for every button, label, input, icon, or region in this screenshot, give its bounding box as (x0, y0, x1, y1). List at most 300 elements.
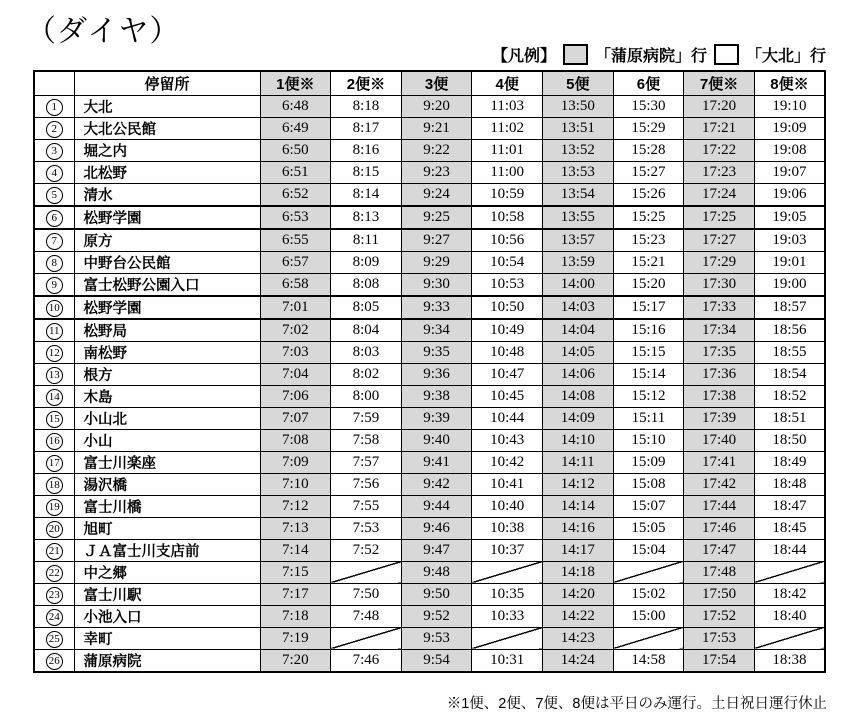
row-number (34, 539, 74, 561)
time-cell: 18:54 (754, 363, 825, 385)
time-cell: 9:40 (401, 429, 472, 451)
time-cell: 17:22 (684, 139, 755, 161)
time-cell: 14:12 (543, 473, 614, 495)
time-cell: 9:53 (401, 627, 472, 649)
time-cell: 19:09 (754, 117, 825, 139)
stop-name: 中野台公民館 (74, 251, 260, 273)
time-cell: 9:39 (401, 407, 472, 429)
row-number-circle: 7 (46, 233, 63, 250)
row-number (34, 429, 74, 451)
corner-cell (34, 71, 74, 95)
time-cell: 14:05 (543, 341, 614, 363)
time-cell: 19:08 (754, 139, 825, 161)
row-number-circle: 24 (46, 609, 63, 626)
time-cell: 17:27 (684, 229, 755, 252)
row-number (34, 385, 74, 407)
time-cell: 18:45 (754, 517, 825, 539)
table-row (34, 229, 825, 252)
time-cell: 14:17 (543, 539, 614, 561)
time-cell: 17:29 (684, 251, 755, 273)
col-header-bus-4: 4便 (472, 71, 543, 95)
time-cell: 14:20 (543, 583, 614, 605)
time-cell: 7:52 (331, 539, 402, 561)
time-cell: 17:24 (684, 183, 755, 206)
stop-name: 蒲原病院 (74, 649, 260, 672)
table-row (34, 183, 825, 206)
no-service-cell (472, 561, 543, 583)
stop-name: 南松野 (74, 341, 260, 363)
time-cell: 9:29 (401, 251, 472, 273)
time-cell: 18:49 (754, 451, 825, 473)
time-cell: 13:50 (543, 95, 614, 117)
time-cell: 15:25 (613, 206, 684, 229)
row-number-circle: 12 (46, 345, 63, 362)
time-cell: 11:02 (472, 117, 543, 139)
time-cell: 10:42 (472, 451, 543, 473)
legend-swatch-okita (714, 44, 739, 65)
row-number-circle: 10 (46, 300, 63, 317)
time-cell: 7:04 (260, 363, 331, 385)
time-cell: 13:51 (543, 117, 614, 139)
time-cell: 7:17 (260, 583, 331, 605)
time-cell: 17:25 (684, 206, 755, 229)
stop-name: 小池入口 (74, 605, 260, 627)
col-header-bus-7: 7便※ (684, 71, 755, 95)
table-row (34, 251, 825, 273)
row-number (34, 495, 74, 517)
time-cell: 13:55 (543, 206, 614, 229)
time-cell: 14:10 (543, 429, 614, 451)
table-row (34, 363, 825, 385)
time-cell: 8:18 (331, 95, 402, 117)
time-cell: 7:10 (260, 473, 331, 495)
time-cell: 10:33 (472, 605, 543, 627)
time-cell: 10:58 (472, 206, 543, 229)
row-number-circle: 4 (46, 165, 63, 182)
time-cell: 9:22 (401, 139, 472, 161)
time-cell: 8:03 (331, 341, 402, 363)
time-cell: 9:33 (401, 296, 472, 319)
time-cell: 7:53 (331, 517, 402, 539)
time-cell: 14:11 (543, 451, 614, 473)
row-number (34, 206, 74, 229)
row-number-circle: 2 (46, 121, 63, 138)
time-cell: 14:16 (543, 517, 614, 539)
time-cell: 15:30 (613, 95, 684, 117)
row-number-circle: 20 (46, 521, 63, 538)
time-cell: 7:06 (260, 385, 331, 407)
row-number-circle: 19 (46, 499, 63, 516)
row-number-circle: 3 (46, 143, 63, 160)
time-cell: 6:50 (260, 139, 331, 161)
row-number (34, 583, 74, 605)
time-cell: 15:12 (613, 385, 684, 407)
time-cell: 17:39 (684, 407, 755, 429)
time-cell: 17:54 (684, 649, 755, 672)
table-row (34, 319, 825, 342)
table-row (34, 385, 825, 407)
row-number (34, 517, 74, 539)
time-cell: 18:38 (754, 649, 825, 672)
time-cell: 10:54 (472, 251, 543, 273)
stop-name: 北松野 (74, 161, 260, 183)
time-cell: 14:58 (613, 649, 684, 672)
time-cell: 7:18 (260, 605, 331, 627)
time-cell: 9:36 (401, 363, 472, 385)
time-cell: 14:22 (543, 605, 614, 627)
time-cell: 15:02 (613, 583, 684, 605)
row-number-circle: 15 (46, 411, 63, 428)
time-cell: 15:04 (613, 539, 684, 561)
row-number-circle: 18 (46, 477, 63, 494)
col-header-bus-5: 5便 (543, 71, 614, 95)
time-cell: 7:01 (260, 296, 331, 319)
stop-name: 湯沢橋 (74, 473, 260, 495)
row-number-circle: 14 (46, 389, 63, 406)
time-cell: 9:21 (401, 117, 472, 139)
table-row (34, 473, 825, 495)
no-service-cell (472, 627, 543, 649)
header-row (34, 71, 825, 95)
time-cell: 9:30 (401, 273, 472, 296)
time-cell: 8:05 (331, 296, 402, 319)
time-cell: 7:55 (331, 495, 402, 517)
time-cell: 9:46 (401, 517, 472, 539)
time-cell: 10:31 (472, 649, 543, 672)
time-cell: 9:41 (401, 451, 472, 473)
row-number (34, 183, 74, 206)
time-cell: 17:52 (684, 605, 755, 627)
stop-name: 松野学園 (74, 206, 260, 229)
stop-name: ＪＡ富士川支店前 (74, 539, 260, 561)
time-cell: 15:28 (613, 139, 684, 161)
no-service-cell (754, 561, 825, 583)
table-row (34, 627, 825, 649)
time-cell: 17:40 (684, 429, 755, 451)
time-cell: 15:14 (613, 363, 684, 385)
time-cell: 19:06 (754, 183, 825, 206)
time-cell: 15:10 (613, 429, 684, 451)
time-cell: 14:24 (543, 649, 614, 672)
time-cell: 10:49 (472, 319, 543, 342)
time-cell: 13:57 (543, 229, 614, 252)
row-number (34, 139, 74, 161)
col-header-bus-6: 6便 (613, 71, 684, 95)
row-number (34, 341, 74, 363)
time-cell: 7:09 (260, 451, 331, 473)
row-number-circle: 13 (46, 367, 63, 384)
table-row (34, 649, 825, 672)
time-cell: 9:47 (401, 539, 472, 561)
col-header-bus-1: 1便※ (260, 71, 331, 95)
time-cell: 7:48 (331, 605, 402, 627)
time-cell: 10:37 (472, 539, 543, 561)
row-number (34, 561, 74, 583)
table-row (34, 407, 825, 429)
time-cell: 15:16 (613, 319, 684, 342)
time-cell: 18:50 (754, 429, 825, 451)
col-header-bus-8: 8便※ (754, 71, 825, 95)
row-number (34, 451, 74, 473)
time-cell: 15:20 (613, 273, 684, 296)
time-cell: 9:34 (401, 319, 472, 342)
time-cell: 19:10 (754, 95, 825, 117)
time-cell: 18:47 (754, 495, 825, 517)
row-number (34, 117, 74, 139)
time-cell: 17:46 (684, 517, 755, 539)
time-cell: 11:00 (472, 161, 543, 183)
row-number (34, 229, 74, 252)
time-cell: 8:00 (331, 385, 402, 407)
stop-name: 富士川楽座 (74, 451, 260, 473)
time-cell: 7:13 (260, 517, 331, 539)
row-number (34, 407, 74, 429)
stop-name: 中之郷 (74, 561, 260, 583)
time-cell: 6:57 (260, 251, 331, 273)
time-cell: 7:58 (331, 429, 402, 451)
table-row (34, 561, 825, 583)
stop-name: 大北 (74, 95, 260, 117)
time-cell: 18:55 (754, 341, 825, 363)
col-header-bus-3: 3便 (401, 71, 472, 95)
time-cell: 6:49 (260, 117, 331, 139)
time-cell: 9:20 (401, 95, 472, 117)
time-cell: 17:36 (684, 363, 755, 385)
row-number-circle: 16 (46, 433, 63, 450)
table-row (34, 206, 825, 229)
bus-timetable (33, 70, 826, 673)
table-row (34, 583, 825, 605)
row-number (34, 161, 74, 183)
table-row (34, 161, 825, 183)
time-cell: 10:53 (472, 273, 543, 296)
time-cell: 17:35 (684, 341, 755, 363)
time-cell: 9:35 (401, 341, 472, 363)
legend-swatch-kambara-hospital (563, 44, 588, 65)
time-cell: 15:05 (613, 517, 684, 539)
time-cell: 17:42 (684, 473, 755, 495)
table-row (34, 139, 825, 161)
time-cell: 9:50 (401, 583, 472, 605)
time-cell: 15:21 (613, 251, 684, 273)
time-cell: 18:48 (754, 473, 825, 495)
time-cell: 15:29 (613, 117, 684, 139)
page-title: （ダイヤ） (26, 15, 181, 48)
time-cell: 10:44 (472, 407, 543, 429)
time-cell: 13:54 (543, 183, 614, 206)
time-cell: 11:03 (472, 95, 543, 117)
time-cell: 8:17 (331, 117, 402, 139)
time-cell: 7:12 (260, 495, 331, 517)
table-row (34, 451, 825, 473)
time-cell: 15:23 (613, 229, 684, 252)
time-cell: 7:03 (260, 341, 331, 363)
table-row (34, 495, 825, 517)
time-cell: 9:23 (401, 161, 472, 183)
time-cell: 17:38 (684, 385, 755, 407)
time-cell: 19:03 (754, 229, 825, 252)
time-cell: 13:59 (543, 251, 614, 273)
time-cell: 15:27 (613, 161, 684, 183)
table-row (34, 117, 825, 139)
time-cell: 15:08 (613, 473, 684, 495)
time-cell: 13:52 (543, 139, 614, 161)
time-cell: 9:48 (401, 561, 472, 583)
time-cell: 15:09 (613, 451, 684, 473)
time-cell: 8:02 (331, 363, 402, 385)
time-cell: 14:23 (543, 627, 614, 649)
time-cell: 18:56 (754, 319, 825, 342)
time-cell: 11:01 (472, 139, 543, 161)
row-number-circle: 17 (46, 455, 63, 472)
time-cell: 15:07 (613, 495, 684, 517)
time-cell: 17:33 (684, 296, 755, 319)
time-cell: 7:20 (260, 649, 331, 672)
legend-item-kambara-hospital: 「蒲原病院」行 (594, 47, 707, 65)
table-row (34, 539, 825, 561)
time-cell: 6:55 (260, 229, 331, 252)
row-number (34, 319, 74, 342)
stop-name: 清水 (74, 183, 260, 206)
table-row (34, 341, 825, 363)
stop-name: 幸町 (74, 627, 260, 649)
time-cell: 8:16 (331, 139, 402, 161)
time-cell: 10:47 (472, 363, 543, 385)
time-cell: 7:08 (260, 429, 331, 451)
time-cell: 8:13 (331, 206, 402, 229)
stop-name: 原方 (74, 229, 260, 252)
row-number (34, 363, 74, 385)
time-cell: 10:35 (472, 583, 543, 605)
time-cell: 7:14 (260, 539, 331, 561)
time-cell: 17:30 (684, 273, 755, 296)
stop-name: 小山北 (74, 407, 260, 429)
time-cell: 9:54 (401, 649, 472, 672)
time-cell: 9:27 (401, 229, 472, 252)
row-number-circle: 6 (46, 210, 63, 227)
time-cell: 9:44 (401, 495, 472, 517)
footnote: ※1便、2便、7便、8便は平日のみ運行。土日祝日運行休止 (446, 696, 827, 712)
time-cell: 14:00 (543, 273, 614, 296)
time-cell: 15:26 (613, 183, 684, 206)
stop-column-header: 停留所 (74, 71, 260, 95)
table-row (34, 605, 825, 627)
time-cell: 9:38 (401, 385, 472, 407)
row-number (34, 649, 74, 672)
row-number-circle: 1 (46, 99, 63, 116)
time-cell: 17:23 (684, 161, 755, 183)
time-cell: 7:46 (331, 649, 402, 672)
time-cell: 10:43 (472, 429, 543, 451)
row-number (34, 473, 74, 495)
row-number-circle: 26 (46, 653, 63, 670)
time-cell: 7:19 (260, 627, 331, 649)
time-cell: 10:38 (472, 517, 543, 539)
stop-name: 松野学園 (74, 296, 260, 319)
time-cell: 14:04 (543, 319, 614, 342)
time-cell: 7:15 (260, 561, 331, 583)
time-cell: 8:04 (331, 319, 402, 342)
time-cell: 18:57 (754, 296, 825, 319)
time-cell: 7:56 (331, 473, 402, 495)
no-service-cell (754, 627, 825, 649)
time-cell: 9:52 (401, 605, 472, 627)
time-cell: 14:18 (543, 561, 614, 583)
legend (492, 42, 826, 66)
time-cell: 17:21 (684, 117, 755, 139)
time-cell: 18:52 (754, 385, 825, 407)
time-cell: 10:45 (472, 385, 543, 407)
time-cell: 7:07 (260, 407, 331, 429)
row-number (34, 251, 74, 273)
time-cell: 10:59 (472, 183, 543, 206)
row-number-circle: 23 (46, 587, 63, 604)
time-cell: 19:05 (754, 206, 825, 229)
time-cell: 8:09 (331, 251, 402, 273)
time-cell: 7:59 (331, 407, 402, 429)
time-cell: 19:07 (754, 161, 825, 183)
row-number-circle: 5 (46, 187, 63, 204)
time-cell: 9:24 (401, 183, 472, 206)
time-cell: 19:00 (754, 273, 825, 296)
time-cell: 14:06 (543, 363, 614, 385)
time-cell: 15:00 (613, 605, 684, 627)
stop-name: 松野局 (74, 319, 260, 342)
time-cell: 18:51 (754, 407, 825, 429)
no-service-cell (613, 561, 684, 583)
time-cell: 14:08 (543, 385, 614, 407)
row-number-circle: 8 (46, 255, 63, 272)
stop-name: 大北公民館 (74, 117, 260, 139)
row-number (34, 95, 74, 117)
time-cell: 9:42 (401, 473, 472, 495)
row-number-circle: 21 (46, 543, 63, 560)
time-cell: 10:41 (472, 473, 543, 495)
time-cell: 17:44 (684, 495, 755, 517)
stop-name: 旭町 (74, 517, 260, 539)
row-number (34, 627, 74, 649)
time-cell: 10:50 (472, 296, 543, 319)
stop-name: 木島 (74, 385, 260, 407)
table-row (34, 429, 825, 451)
stop-name: 小山 (74, 429, 260, 451)
time-cell: 19:01 (754, 251, 825, 273)
time-cell: 17:50 (684, 583, 755, 605)
time-cell: 6:51 (260, 161, 331, 183)
time-cell: 18:42 (754, 583, 825, 605)
table-row (34, 273, 825, 296)
time-cell: 10:48 (472, 341, 543, 363)
time-cell: 7:02 (260, 319, 331, 342)
time-cell: 14:14 (543, 495, 614, 517)
time-cell: 7:50 (331, 583, 402, 605)
time-cell: 9:25 (401, 206, 472, 229)
stop-name: 富士松野公園入口 (74, 273, 260, 296)
stop-name: 富士川橋 (74, 495, 260, 517)
row-number-circle: 22 (46, 565, 63, 582)
time-cell: 18:40 (754, 605, 825, 627)
time-cell: 6:52 (260, 183, 331, 206)
time-cell: 8:11 (331, 229, 402, 252)
time-cell: 13:53 (543, 161, 614, 183)
time-cell: 10:56 (472, 229, 543, 252)
no-service-cell (613, 627, 684, 649)
time-cell: 17:41 (684, 451, 755, 473)
time-cell: 10:40 (472, 495, 543, 517)
table-row (34, 517, 825, 539)
time-cell: 17:48 (684, 561, 755, 583)
row-number (34, 605, 74, 627)
